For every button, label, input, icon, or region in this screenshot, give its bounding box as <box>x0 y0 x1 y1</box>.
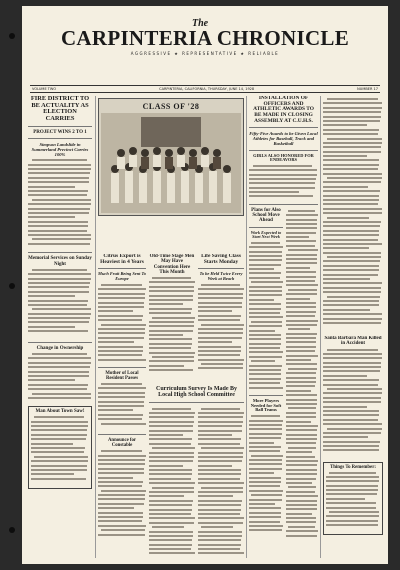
newspaper-page <box>22 6 388 564</box>
article-body <box>323 349 383 459</box>
things-to-remember-title: Things To Remember: <box>330 464 376 470</box>
life-saving-headline: Life Saving Class Starts Monday <box>201 254 241 265</box>
photo-caption <box>100 218 242 252</box>
masthead-the: The <box>192 18 209 29</box>
article-body <box>198 408 244 558</box>
class-photo <box>98 98 244 216</box>
dateline-number: NUMBER 17 <box>357 87 378 91</box>
column-2 <box>98 254 146 560</box>
divider <box>98 367 146 368</box>
class-photo-image <box>101 113 241 213</box>
things-to-remember-box <box>323 462 383 535</box>
article-body <box>249 242 283 392</box>
soft-ball-headline: More Players Needed for Soft Ball Teams <box>250 397 282 413</box>
girls-subhead: GIRLS ALSO HONORED FOR ENDEAVORS <box>253 152 314 163</box>
divider <box>249 150 318 151</box>
dateline-volume: VOLUME TWO <box>32 87 57 91</box>
article-body <box>98 284 146 364</box>
article-body <box>149 408 195 558</box>
article-body <box>28 353 92 403</box>
article-body <box>249 165 318 201</box>
article-body <box>286 210 318 540</box>
fire-district-headline: FIRE DISTRICT TO BE ACTUALITY AS ELECTION CARRIES <box>30 96 90 123</box>
column-1 <box>28 96 92 560</box>
citrus-subhead: Much Fruit Being Sent To Europe <box>98 271 146 282</box>
awards-subhead: Fifty-Five Awards to be Given Local Athletes for Baseball, Track and Basketball <box>249 131 318 147</box>
article-body <box>323 98 383 328</box>
divider <box>149 402 244 403</box>
masthead-tagline: AGGRESSIVE ★ REPRESENTATIVE ★ RELIABLE <box>130 51 280 56</box>
binder-hole <box>9 527 15 533</box>
mother-headline: Mother of Local Resident Passes <box>105 371 139 382</box>
masthead-title-left: CARPINTERIA <box>60 26 212 50</box>
divider <box>28 138 92 139</box>
divider <box>249 395 283 396</box>
school-move-headline: Plans for Also School Move Ahead <box>251 207 281 224</box>
installation-headline: INSTALLATION OF OFFICERS AND ATHLETIC AWARDS TO BE MADE IN CLOSING ASSEMBLY AT C.U.H.S. <box>253 96 314 124</box>
article-body <box>249 415 283 535</box>
divider <box>98 268 146 269</box>
column-3 <box>149 254 195 384</box>
binder-hole <box>9 283 15 289</box>
memorial-headline: Memorial Services on Sunday Night <box>28 256 92 267</box>
masthead-title-right: CHRONICLE <box>216 26 350 50</box>
column-6 <box>323 336 383 560</box>
man-about-town-title: Man About Town Saw! <box>35 409 85 415</box>
divider <box>249 227 283 228</box>
school-move-subhead: Work Expected to Start Next Week <box>250 229 282 240</box>
masthead <box>22 18 388 74</box>
divider <box>249 204 318 205</box>
column-5 <box>249 96 318 560</box>
divider <box>28 252 92 253</box>
life-saving-subhead: To be Held Twice Every Week at Beach <box>199 271 243 282</box>
article-body <box>198 284 244 374</box>
column-rule <box>320 96 321 558</box>
dateline <box>30 85 380 93</box>
article-body <box>28 269 92 339</box>
dateline-place-date: CARPINTERIA, CALIFORNIA, THURSDAY, JUNE 14, 1928 <box>159 87 255 91</box>
article-body <box>98 383 146 431</box>
binder-hole <box>9 33 15 39</box>
divider <box>198 268 244 269</box>
divider <box>28 126 92 127</box>
article-body <box>98 450 146 540</box>
ownership-headline: Change in Ownership <box>36 345 84 351</box>
stage-men-headline: Old-Time Stage Men May Have Convention Here This Month <box>149 254 195 275</box>
article-body <box>326 472 380 532</box>
article-body <box>149 277 195 377</box>
divider <box>98 434 146 435</box>
fire-district-subhead: PROJECT WINS 2 TO 1 <box>33 129 87 135</box>
santa-barbara-headline: Santa Barbara Man Killed in Accident <box>324 336 382 347</box>
divider <box>249 127 318 128</box>
masthead-title <box>22 28 388 49</box>
curriculum-headline: Curriculum Survey Is Made By Local High School Committee <box>156 386 237 399</box>
column-rule <box>95 96 96 558</box>
photo-title: CLASS OF '28 <box>142 102 200 111</box>
man-about-town-box <box>28 406 92 489</box>
divider <box>28 342 92 343</box>
column-6-top <box>323 96 383 332</box>
citrus-headline: Citrus Export is Heaviest in 4 Years <box>100 254 144 265</box>
simpson-subhead: Simpson Landslide in Summerland Precinct Carries 100% <box>31 142 89 158</box>
column-4 <box>198 254 244 384</box>
article-body <box>28 159 92 249</box>
column-rule <box>246 96 247 558</box>
article-body <box>31 416 89 486</box>
constable-headline: Announce for Constable <box>107 438 137 449</box>
curriculum-section <box>149 386 244 560</box>
